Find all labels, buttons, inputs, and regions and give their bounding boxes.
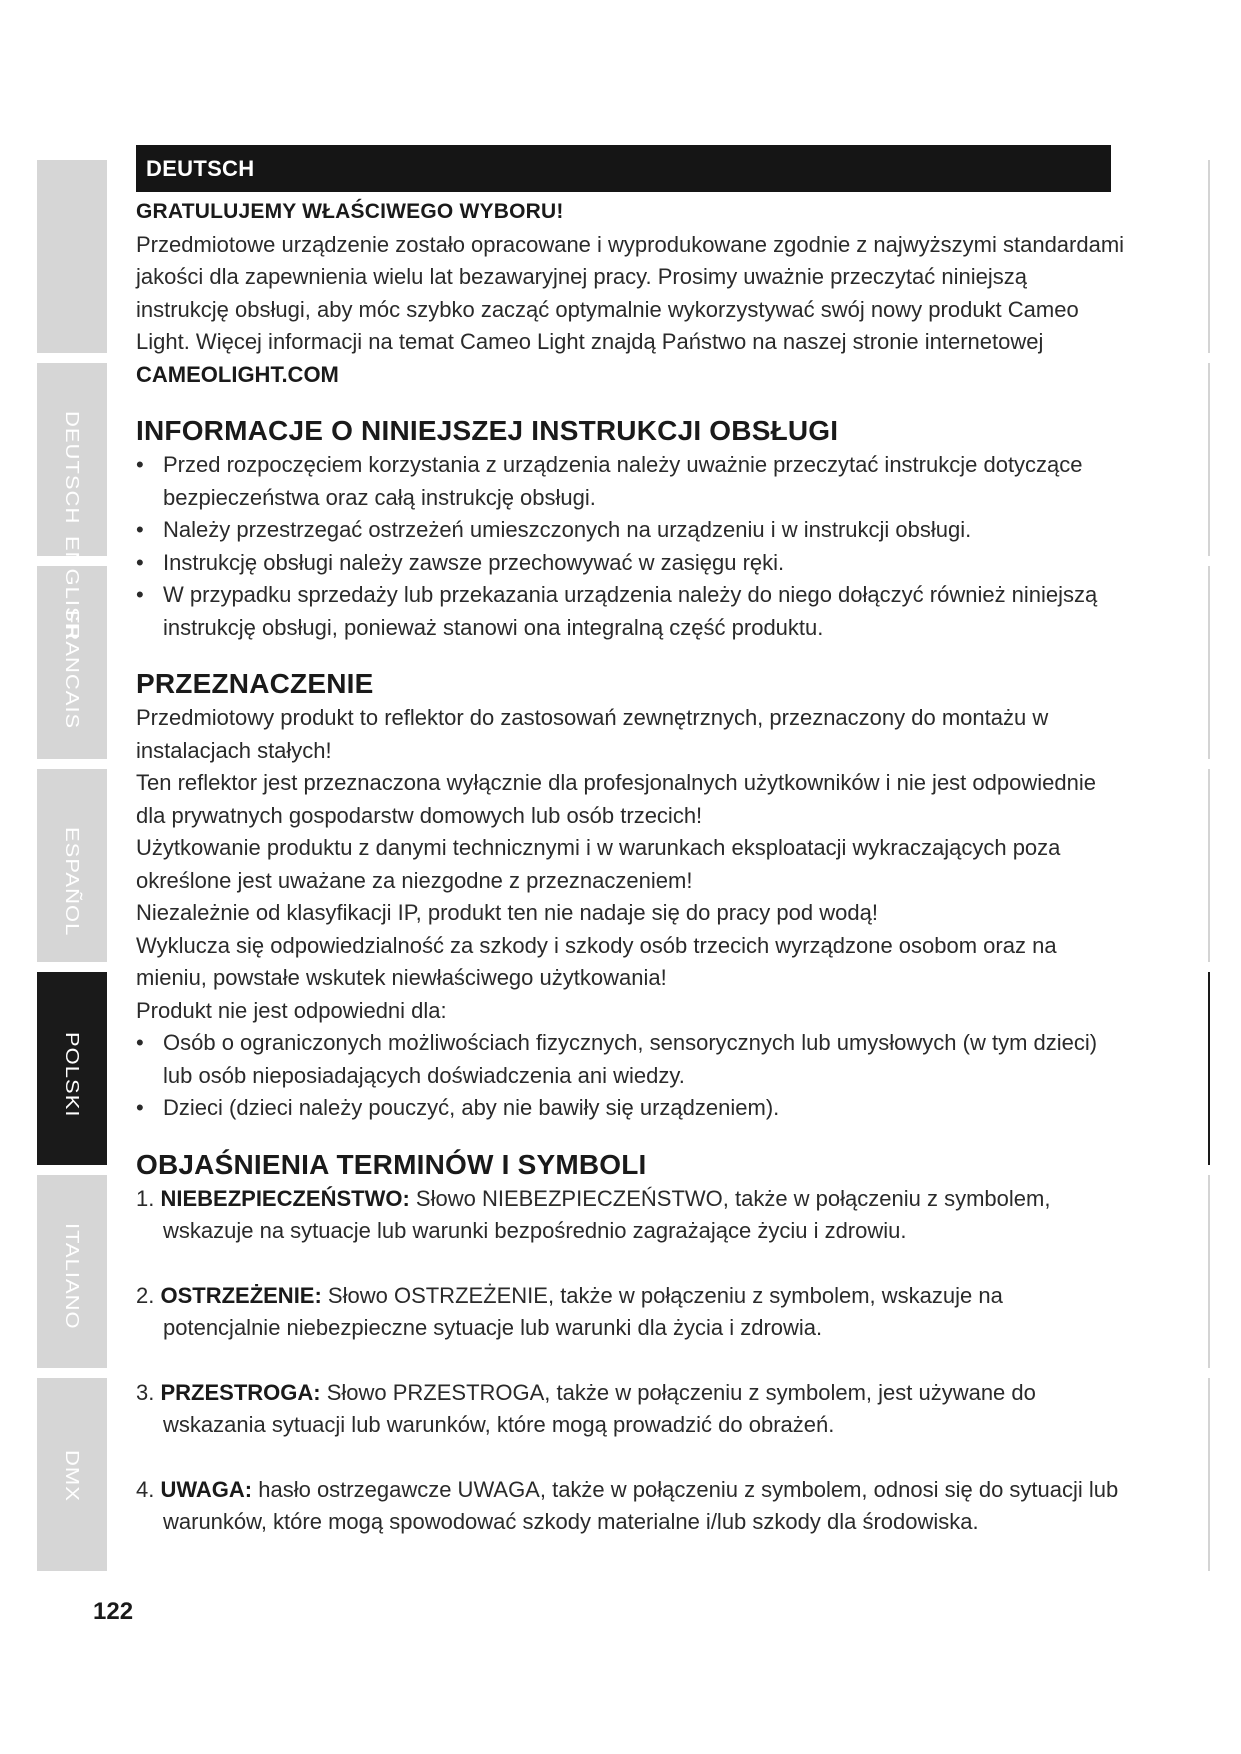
- term-number: 3.: [136, 1379, 161, 1405]
- sidebar-tab-francais[interactable]: [37, 566, 107, 759]
- term-item: [136, 1474, 1126, 1539]
- sidebar-tab-blank: [37, 160, 107, 353]
- intro-title: GRATULUJEMY WŁAŚCIWEGO WYBORU!: [136, 200, 564, 223]
- sidebar-tab-deutsch[interactable]: [37, 363, 107, 556]
- sidebar-tab-label: DEUTSCH: [61, 411, 84, 525]
- purpose-paragraph: Ten reflektor jest przeznaczona wyłącznie dla profesjonalnych użytkowników i nie jest odpowiednie dla prywatnych gospodarstw domowych lub osób trzecich!: [136, 770, 1096, 828]
- term-item: [136, 1183, 1126, 1248]
- intro-text: Przedmiotowe urządzenie zostało opracowane i wyprodukowane zgodnie z najwyższymi standardami jakości dla zapewnienia wielu lat bezawaryjnej pracy. Prosimy uważnie przeczytać niniejszą instrukcję obsługi, aby móc szybko zacząć optymalnie wykorzystywać swój nowy produkt Cameo Light. Więcej informacji na temat Cameo Light znajdą Państwo na naszej stronie internetowej: [136, 231, 1125, 354]
- edge-marker: [1208, 1378, 1210, 1571]
- term-label: UWAGA:: [160, 1476, 253, 1502]
- edge-marker-active: [1208, 972, 1210, 1165]
- edge-marker: [1208, 566, 1210, 759]
- purpose-paragraph: Produkt nie jest odpowiedni dla:: [136, 997, 447, 1023]
- purpose-paragraph: Użytkowanie produktu z danymi technicznymi i w warunkach eksploatacji wykraczających poza określone jest uważane za niezgodne z przeznaczeniem!: [136, 835, 1061, 893]
- term-label: PRZESTROGA:: [160, 1379, 321, 1405]
- heading-manual-info: INFORMACJE O NINIEJSZEJ INSTRUKCJI OBSŁUGI: [136, 415, 839, 446]
- term-text: Słowo OSTRZEŻENIE, także w połączeniu z symbolem, wskazuje na potencjalnie niebezpieczne sytuacje lub warunki dla życia i zdrowia.: [163, 1282, 1003, 1340]
- language-header-bar: DEUTSCH: [136, 145, 1111, 192]
- edge-marker: [1208, 363, 1210, 556]
- term-number: 4.: [136, 1476, 161, 1502]
- list-item: • Dzieci (dzieci należy pouczyć, aby nie bawiły się urządzeniem).: [136, 1092, 1126, 1125]
- purpose-paragraph: Niezależnie od klasyfikacji IP, produkt ten nie nadaje się do pracy pod wodą!: [136, 900, 878, 925]
- sidebar-tab-label: POLSKI: [61, 1032, 84, 1118]
- term-label: NIEBEZPIECZEŃSTWO:: [160, 1185, 410, 1211]
- sidebar-tab-espanol[interactable]: [37, 769, 107, 962]
- list-item: • Osób o ograniczonych możliwościach fizycznych, sensorycznych lub umysłowych (w tym dzieci) lub osób nieposiadających doświadczenia ani wiedzy.: [136, 1027, 1126, 1092]
- sidebar-tab-polski[interactable]: [37, 972, 107, 1165]
- edge-marker: [1208, 160, 1210, 353]
- sidebar-tab-label: ESPAÑOL: [61, 827, 84, 937]
- edge-marker: [1208, 769, 1210, 962]
- heading-terms-symbols: OBJAŚNIENIA TERMINÓW I SYMBOLI: [136, 1148, 647, 1180]
- sidebar-tab-label: DMX: [61, 1450, 84, 1502]
- list-item: • Przed rozpoczęciem korzystania z urządzenia należy uważnie przeczytać instrukcje dotyczące bezpieczeństwa oraz całą instrukcję obsługi.: [136, 449, 1126, 514]
- sidebar-tab-label: ENGLISH: [61, 536, 84, 640]
- list-item: • Instrukcję obsługi należy zawsze przechowywać w zasięgu ręki.: [136, 547, 1126, 580]
- sidebar-tab-dmx[interactable]: [37, 1378, 107, 1571]
- edge-marker: [1208, 1175, 1210, 1368]
- term-text: hasło ostrzegawcze UWAGA, także w połączeniu z symbolem, odnosi się do sytuacji lub warunków, które mogą spowodować szkody materialne i/lub szkody dla środowiska.: [163, 1476, 1119, 1534]
- term-number: 2.: [136, 1282, 161, 1308]
- sidebar-tab-label: FRANCAIS: [61, 610, 84, 730]
- term-text: Słowo PRZESTROGA, także w połączeniu z symbolem, jest używane do wskazania sytuacji lub warunków, które mogą prowadzić do obrażeń.: [163, 1379, 1036, 1437]
- term-number: 1.: [136, 1185, 161, 1211]
- website-link[interactable]: CAMEOLIGHT.COM: [136, 361, 339, 387]
- heading-purpose: PRZEZNACZENIE: [136, 668, 374, 699]
- purpose-paragraph: Przedmiotowy produkt to reflektor do zastosowań zewnętrznych, przeznaczony do montażu w instalacjach stałych!: [136, 705, 1049, 763]
- term-label: OSTRZEŻENIE:: [160, 1282, 322, 1308]
- sidebar-tab-label: ITALIANO: [61, 1223, 84, 1330]
- list-item: • W przypadku sprzedaży lub przekazania urządzenia należy do niego dołączyć również niniejszą instrukcję obsługi, ponieważ stanowi ona integralną część produktu.: [136, 579, 1126, 644]
- purpose-paragraph: Wyklucza się odpowiedzialność za szkody i szkody osób trzecich wyrządzone osobom oraz na mieniu, powstałe wskutek niewłaściwego użytkowania!: [136, 932, 1057, 990]
- purpose-bullet-list: [136, 1027, 1126, 1125]
- manual-bullet-list: [136, 449, 1126, 644]
- terms-list: [136, 1183, 1126, 1539]
- term-text: Słowo NIEBEZPIECZEŃSTWO, także w połączeniu z symbolem, wskazuje na sytuacje lub warunki bezpośrednio zagrażające życiu i zdrowiu.: [163, 1185, 1051, 1243]
- page-number: 122: [93, 1598, 134, 1625]
- list-item: • Należy przestrzegać ostrzeżeń umieszczonych na urządzeniu i w instrukcji obsługi.: [136, 514, 1126, 547]
- term-item: [136, 1280, 1126, 1345]
- term-item: [136, 1377, 1126, 1442]
- main-content: [136, 196, 1126, 1539]
- sidebar-tab-italiano[interactable]: [37, 1175, 107, 1368]
